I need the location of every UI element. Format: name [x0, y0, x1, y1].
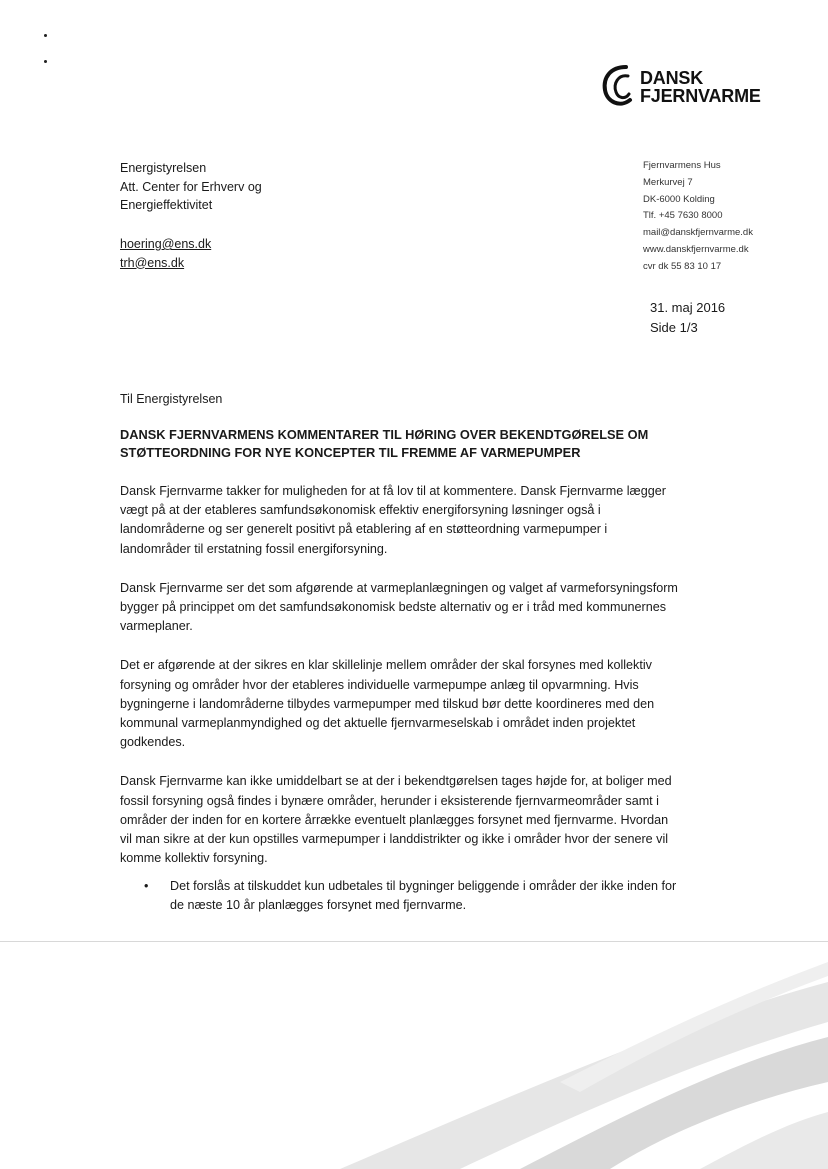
- letter-body: [120, 482, 680, 888]
- scan-mark-dot: [44, 60, 47, 63]
- recipient-emails: [120, 235, 211, 272]
- footer-decorative-swoosh: [0, 942, 828, 1169]
- bullet-text: Det forslås at tilskuddet kun udbetales til bygninger beliggende i områder der ikke inden for de næste 10 år planlægges forsynet med fjernvarme.: [170, 879, 677, 913]
- recipient-line: Att. Center for Erhverv og: [120, 179, 262, 194]
- sender-line: mail@danskfjernvarme.dk: [643, 227, 753, 239]
- sender-line: DK-6000 Kolding: [643, 193, 715, 205]
- recipient-line: Energieffektivitet: [120, 198, 213, 213]
- body-paragraph: Dansk Fjernvarme ser det som afgørende at varmeplanlægningen og valget af varmeforsyningsform bygger på princippet om det samfundsøkonomisk bedste alternativ og er i tråd med kommunernes varmeplaner.: [120, 580, 678, 634]
- letter-date: 31. maj 2016: [650, 300, 726, 315]
- recipient-address: [120, 159, 440, 215]
- body-paragraph: Det er afgørende at der sikres en klar skillelinje mellem områder der skal forsynes med kollektiv forsyning og områder hvor der etableres individuelle varmepumpe anlæg til opvarmning. Hvis bygningerne i landområderne tilbydes varmepumper med tilskud bør dette koordineres med den kommunal varmeplanmyndighed og det aktuelle fjernvarmeselskab i området inden projektet godkendes.: [120, 658, 655, 750]
- sender-line: www.danskfjernvarme.dk: [643, 243, 749, 255]
- sender-line: Tlf. +45 7630 8000: [643, 210, 723, 222]
- dansk-fjernvarme-logo: [600, 64, 770, 110]
- page-number: Side 1/3: [650, 320, 698, 335]
- sender-line: cvr dk 55 83 10 17: [643, 260, 722, 272]
- email-link-hoering[interactable]: hoering@ens.dk: [120, 237, 212, 251]
- scan-mark-dot: [44, 34, 47, 37]
- sender-line: Merkurvej 7: [643, 176, 693, 188]
- recipient-line: Energistyrelsen: [120, 161, 207, 175]
- logo-swirl-icon: [600, 64, 640, 110]
- sender-line: Fjernvarmens Hus: [643, 160, 721, 171]
- bullet-list: [140, 877, 680, 915]
- email-link-trh[interactable]: trh@ens.dk: [120, 255, 185, 270]
- bullet-item: [140, 877, 680, 915]
- logo-text-line-2: FJERNVARME: [640, 86, 761, 106]
- body-paragraph: Dansk Fjernvarme takker for muligheden for at få lov til at kommentere. Dansk Fjernvarme lægger vægt på at der etableres samfundsøkonomisk effektiv energiforsyning løsninger også i landområderne og ser generelt positivt på etablering af en støtteordning varmepumper i landområder til erstatning fossil energiforsyning.: [120, 484, 666, 556]
- logo-text-line-1: DANSK: [640, 68, 704, 88]
- body-paragraph: Dansk Fjernvarme kan ikke umiddelbart se at der i bekendtgørelsen tages højde for, at boliger med fossil forsyning også findes i bynære områder, herunder i eksisterende fjernvarmeområder samt i områder der inden for en kortere årrække eventuelt planlægges forsynet med fjernvarme. Hvordan vil man sikre at der kun opstilles varmepumper i landdistrikter og ikke i områder hvor der senere vil komme kollektiv forsyning.: [120, 774, 672, 866]
- date-block: [650, 298, 725, 338]
- greeting: Til Energistyrelsen: [120, 392, 223, 406]
- letter-heading: DANSK FJERNVARMENS KOMMENTARER TIL HØRING OVER BEKENDTGØRELSE OM STØTTEORDNING FOR NYE KONCEPTER TIL FREMME AF VARMEPUMPER: [120, 427, 649, 460]
- bullet-dot-icon: •: [144, 879, 149, 893]
- sender-address: [643, 158, 813, 276]
